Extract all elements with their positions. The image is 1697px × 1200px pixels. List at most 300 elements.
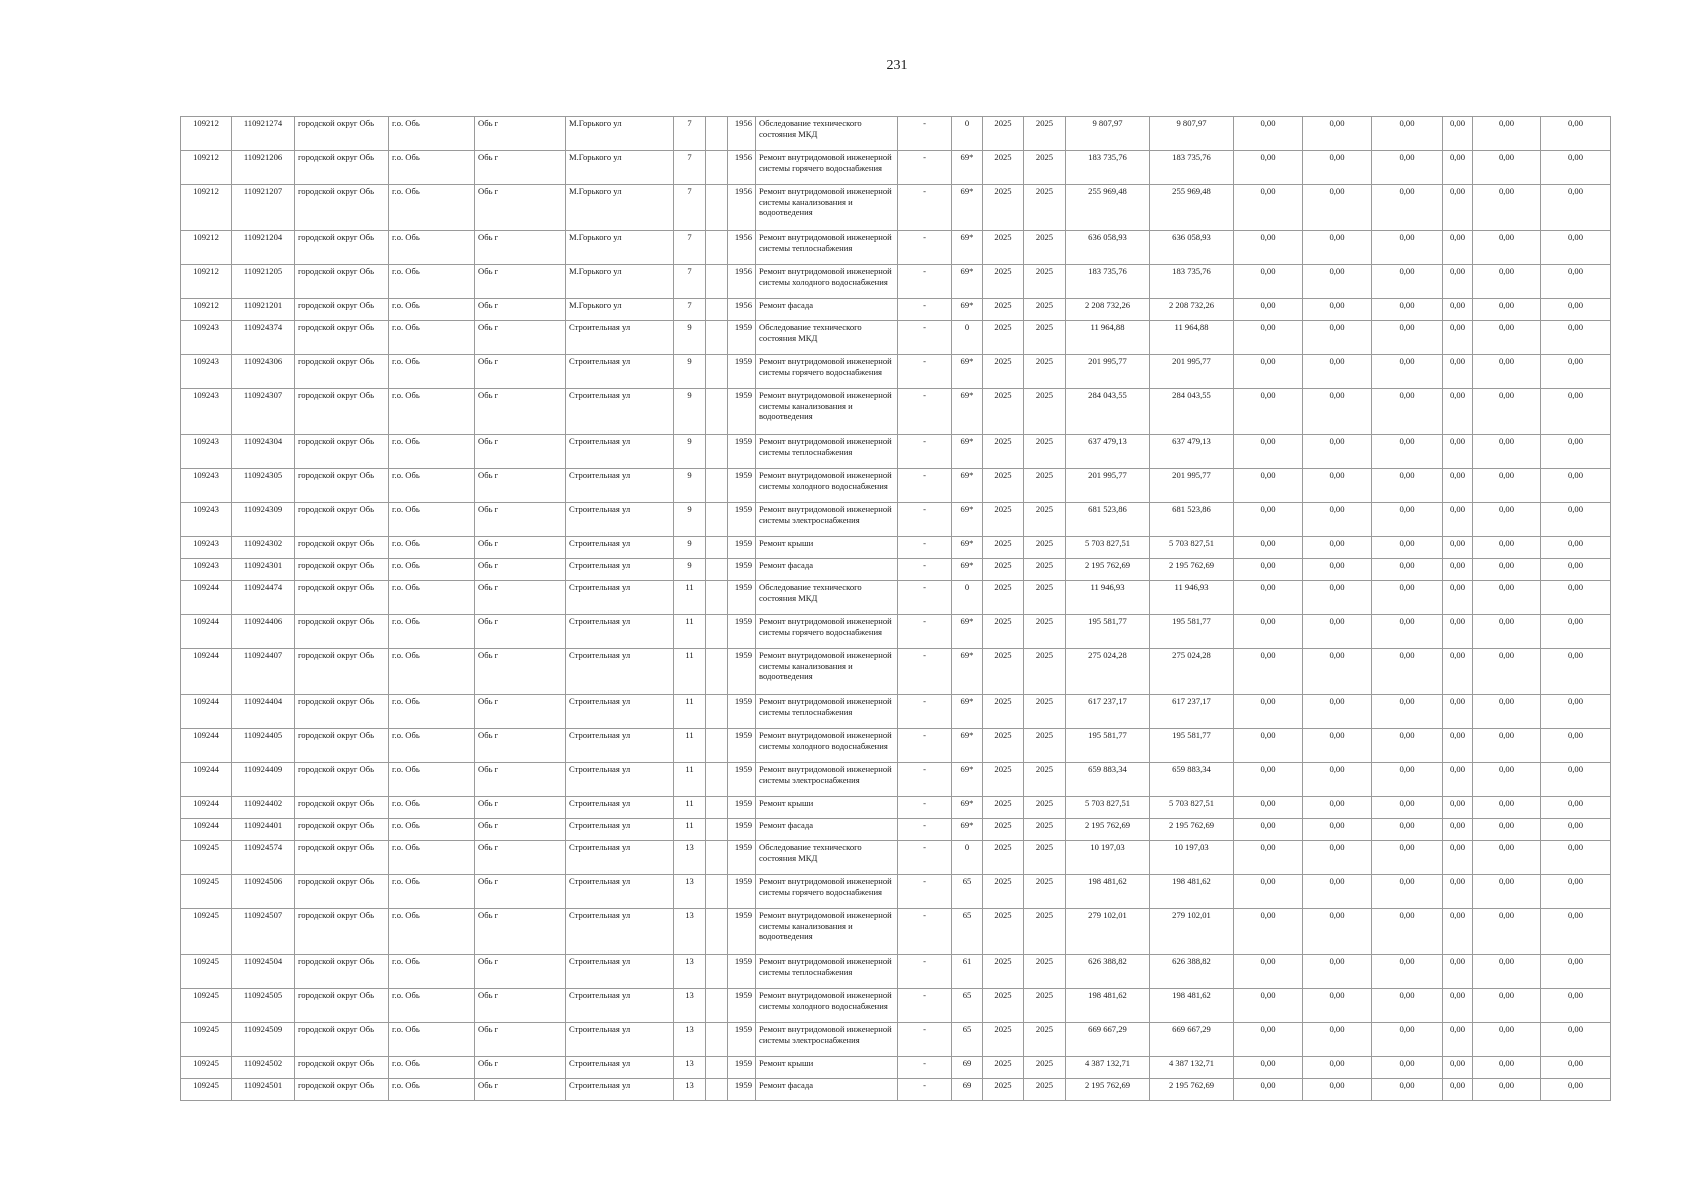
cell-district: городской округ Обь <box>295 729 389 763</box>
cell-value-6: 0,00 <box>1541 1079 1611 1101</box>
cell-work-type: Ремонт внутридомовой инженерной системы теплоснабжения <box>756 435 898 469</box>
cell-city: Обь г <box>475 875 566 909</box>
cell-house-number: 9 <box>674 389 706 435</box>
cell-value-2: 0,00 <box>1303 649 1372 695</box>
cell-end-year: 2025 <box>1024 615 1066 649</box>
cell-city: Обь г <box>475 581 566 615</box>
cell-year-built: 1959 <box>728 955 756 989</box>
cell-year-built: 1959 <box>728 819 756 841</box>
cell-street: Строительная ул <box>566 435 674 469</box>
table-row <box>181 615 1611 649</box>
cell-street: Строительная ул <box>566 615 674 649</box>
cell-building <box>706 841 728 875</box>
cell-dash: - <box>898 231 952 265</box>
cell-end-year: 2025 <box>1024 649 1066 695</box>
cell-settlement: г.о. Обь <box>389 503 475 537</box>
cell-start-year: 2025 <box>983 435 1024 469</box>
cell-house-number: 13 <box>674 875 706 909</box>
cell-wear: 69 <box>952 1079 983 1101</box>
cell-start-year: 2025 <box>983 231 1024 265</box>
cell-work-type: Ремонт внутридомовой инженерной системы холодного водоснабжения <box>756 729 898 763</box>
cell-district: городской округ Обь <box>295 909 389 955</box>
cell-wear: 65 <box>952 909 983 955</box>
cell-street: Строительная ул <box>566 389 674 435</box>
cell-house-id: 109245 <box>181 841 232 875</box>
cell-cost-fund: 5 703 827,51 <box>1150 537 1234 559</box>
cell-house-id: 109212 <box>181 185 232 231</box>
cell-value-1: 0,00 <box>1234 1079 1303 1101</box>
cell-dash: - <box>898 955 952 989</box>
cell-value-3: 0,00 <box>1372 581 1443 615</box>
cell-value-1: 0,00 <box>1234 435 1303 469</box>
cell-city: Обь г <box>475 841 566 875</box>
cell-work-code: 110924474 <box>232 581 295 615</box>
cell-house-number: 7 <box>674 185 706 231</box>
cell-street: Строительная ул <box>566 559 674 581</box>
cell-district: городской округ Обь <box>295 321 389 355</box>
cell-start-year: 2025 <box>983 1079 1024 1101</box>
cell-street: Строительная ул <box>566 1023 674 1057</box>
cell-wear: 69* <box>952 819 983 841</box>
cell-value-1: 0,00 <box>1234 151 1303 185</box>
cell-city: Обь г <box>475 321 566 355</box>
cell-value-3: 0,00 <box>1372 1079 1443 1101</box>
cell-district: городской округ Обь <box>295 797 389 819</box>
cell-work-type: Ремонт внутридомовой инженерной системы электроснабжения <box>756 763 898 797</box>
cell-house-id: 109212 <box>181 299 232 321</box>
cell-start-year: 2025 <box>983 299 1024 321</box>
cell-value-1: 0,00 <box>1234 185 1303 231</box>
cell-value-4: 0,00 <box>1443 615 1473 649</box>
cell-wear: 69* <box>952 389 983 435</box>
cell-work-code: 110924507 <box>232 909 295 955</box>
cell-value-6: 0,00 <box>1541 1057 1611 1079</box>
cell-district: городской округ Обь <box>295 559 389 581</box>
cell-building <box>706 185 728 231</box>
cell-value-4: 0,00 <box>1443 955 1473 989</box>
cell-district: городской округ Обь <box>295 185 389 231</box>
cell-cost-fund: 2 208 732,26 <box>1150 299 1234 321</box>
cell-end-year: 2025 <box>1024 841 1066 875</box>
cell-house-id: 109244 <box>181 615 232 649</box>
cell-total-cost: 10 197,03 <box>1066 841 1150 875</box>
cell-value-4: 0,00 <box>1443 989 1473 1023</box>
cell-work-code: 110924306 <box>232 355 295 389</box>
cell-cost-fund: 201 995,77 <box>1150 355 1234 389</box>
cell-value-6: 0,00 <box>1541 797 1611 819</box>
cell-wear: 0 <box>952 321 983 355</box>
cell-start-year: 2025 <box>983 355 1024 389</box>
cell-value-2: 0,00 <box>1303 581 1372 615</box>
cell-city: Обь г <box>475 185 566 231</box>
cell-value-5: 0,00 <box>1473 185 1541 231</box>
cell-settlement: г.о. Обь <box>389 265 475 299</box>
table-row <box>181 875 1611 909</box>
cell-district: городской округ Обь <box>295 299 389 321</box>
table-row <box>181 955 1611 989</box>
cell-house-id: 109244 <box>181 763 232 797</box>
cell-city: Обь г <box>475 909 566 955</box>
cell-house-number: 11 <box>674 649 706 695</box>
cell-value-4: 0,00 <box>1443 695 1473 729</box>
cell-cost-fund: 2 195 762,69 <box>1150 819 1234 841</box>
cell-value-5: 0,00 <box>1473 537 1541 559</box>
cell-dash: - <box>898 819 952 841</box>
cell-house-id: 109244 <box>181 695 232 729</box>
cell-value-4: 0,00 <box>1443 299 1473 321</box>
cell-dash: - <box>898 649 952 695</box>
cell-end-year: 2025 <box>1024 989 1066 1023</box>
cell-value-3: 0,00 <box>1372 299 1443 321</box>
cell-value-3: 0,00 <box>1372 503 1443 537</box>
cell-start-year: 2025 <box>983 117 1024 151</box>
cell-cost-fund: 275 024,28 <box>1150 649 1234 695</box>
cell-house-number: 11 <box>674 615 706 649</box>
cell-building <box>706 503 728 537</box>
cell-value-2: 0,00 <box>1303 819 1372 841</box>
cell-value-2: 0,00 <box>1303 435 1372 469</box>
cell-wear: 69* <box>952 559 983 581</box>
cell-value-6: 0,00 <box>1541 955 1611 989</box>
cell-dash: - <box>898 503 952 537</box>
cell-value-5: 0,00 <box>1473 797 1541 819</box>
cell-start-year: 2025 <box>983 729 1024 763</box>
cell-year-built: 1956 <box>728 117 756 151</box>
cell-value-6: 0,00 <box>1541 503 1611 537</box>
cell-house-id: 109243 <box>181 389 232 435</box>
cell-wear: 69* <box>952 435 983 469</box>
cell-wear: 65 <box>952 1023 983 1057</box>
cell-year-built: 1959 <box>728 729 756 763</box>
cell-house-number: 13 <box>674 989 706 1023</box>
cell-city: Обь г <box>475 1079 566 1101</box>
cell-settlement: г.о. Обь <box>389 537 475 559</box>
cell-work-type: Ремонт внутридомовой инженерной системы канализования и водоотведения <box>756 389 898 435</box>
cell-cost-fund: 681 523,86 <box>1150 503 1234 537</box>
cell-value-2: 0,00 <box>1303 265 1372 299</box>
cell-house-id: 109245 <box>181 955 232 989</box>
cell-settlement: г.о. Обь <box>389 299 475 321</box>
cell-building <box>706 763 728 797</box>
cell-total-cost: 626 388,82 <box>1066 955 1150 989</box>
cell-value-6: 0,00 <box>1541 469 1611 503</box>
cell-start-year: 2025 <box>983 875 1024 909</box>
cell-end-year: 2025 <box>1024 151 1066 185</box>
cell-start-year: 2025 <box>983 537 1024 559</box>
cell-building <box>706 909 728 955</box>
cell-value-5: 0,00 <box>1473 503 1541 537</box>
cell-building <box>706 1079 728 1101</box>
cell-value-4: 0,00 <box>1443 559 1473 581</box>
cell-city: Обь г <box>475 537 566 559</box>
cell-end-year: 2025 <box>1024 797 1066 819</box>
cell-value-5: 0,00 <box>1473 763 1541 797</box>
cell-end-year: 2025 <box>1024 117 1066 151</box>
cell-dash: - <box>898 389 952 435</box>
cell-dash: - <box>898 559 952 581</box>
cell-end-year: 2025 <box>1024 389 1066 435</box>
cell-year-built: 1959 <box>728 435 756 469</box>
cell-building <box>706 1057 728 1079</box>
cell-work-type: Ремонт внутридомовой инженерной системы электроснабжения <box>756 503 898 537</box>
cell-value-5: 0,00 <box>1473 649 1541 695</box>
cell-value-1: 0,00 <box>1234 797 1303 819</box>
cell-value-5: 0,00 <box>1473 615 1541 649</box>
cell-building <box>706 581 728 615</box>
cell-end-year: 2025 <box>1024 819 1066 841</box>
cell-year-built: 1959 <box>728 649 756 695</box>
cell-value-5: 0,00 <box>1473 819 1541 841</box>
cell-work-type: Ремонт внутридомовой инженерной системы теплоснабжения <box>756 231 898 265</box>
cell-total-cost: 198 481,62 <box>1066 989 1150 1023</box>
cell-value-2: 0,00 <box>1303 151 1372 185</box>
table-row <box>181 819 1611 841</box>
cell-wear: 69* <box>952 503 983 537</box>
cell-district: городской округ Обь <box>295 581 389 615</box>
cell-value-2: 0,00 <box>1303 321 1372 355</box>
cell-street: Строительная ул <box>566 819 674 841</box>
cell-wear: 69* <box>952 231 983 265</box>
cell-work-code: 110924402 <box>232 797 295 819</box>
cell-value-2: 0,00 <box>1303 1057 1372 1079</box>
cell-building <box>706 875 728 909</box>
cell-value-4: 0,00 <box>1443 875 1473 909</box>
cell-building <box>706 435 728 469</box>
cell-city: Обь г <box>475 435 566 469</box>
cell-building <box>706 117 728 151</box>
cell-value-5: 0,00 <box>1473 299 1541 321</box>
table-row <box>181 389 1611 435</box>
cell-district: городской округ Обь <box>295 841 389 875</box>
cell-value-5: 0,00 <box>1473 321 1541 355</box>
cell-work-type: Обследование технического состояния МКД <box>756 321 898 355</box>
cell-cost-fund: 201 995,77 <box>1150 469 1234 503</box>
cell-wear: 69* <box>952 355 983 389</box>
cell-building <box>706 231 728 265</box>
cell-house-id: 109244 <box>181 729 232 763</box>
cell-district: городской округ Обь <box>295 819 389 841</box>
cell-cost-fund: 669 667,29 <box>1150 1023 1234 1057</box>
cell-value-6: 0,00 <box>1541 389 1611 435</box>
cell-value-4: 0,00 <box>1443 117 1473 151</box>
cell-dash: - <box>898 299 952 321</box>
cell-value-3: 0,00 <box>1372 819 1443 841</box>
cell-year-built: 1959 <box>728 537 756 559</box>
cell-work-code: 110921201 <box>232 299 295 321</box>
cell-house-number: 13 <box>674 955 706 989</box>
cell-house-number: 13 <box>674 1057 706 1079</box>
cell-settlement: г.о. Обь <box>389 151 475 185</box>
cell-work-code: 110924406 <box>232 615 295 649</box>
cell-total-cost: 201 995,77 <box>1066 355 1150 389</box>
cell-wear: 69* <box>952 151 983 185</box>
cell-year-built: 1959 <box>728 1023 756 1057</box>
cell-work-type: Ремонт внутридомовой инженерной системы канализования и водоотведения <box>756 185 898 231</box>
cell-building <box>706 819 728 841</box>
table-row <box>181 909 1611 955</box>
cell-wear: 69* <box>952 797 983 819</box>
cell-work-code: 110924304 <box>232 435 295 469</box>
cell-start-year: 2025 <box>983 581 1024 615</box>
cell-value-4: 0,00 <box>1443 265 1473 299</box>
cell-cost-fund: 195 581,77 <box>1150 615 1234 649</box>
cell-settlement: г.о. Обь <box>389 763 475 797</box>
cell-settlement: г.о. Обь <box>389 1023 475 1057</box>
table-row <box>181 559 1611 581</box>
cell-value-3: 0,00 <box>1372 559 1443 581</box>
cell-value-5: 0,00 <box>1473 559 1541 581</box>
cell-city: Обь г <box>475 559 566 581</box>
cell-street: М.Горького ул <box>566 185 674 231</box>
cell-house-number: 9 <box>674 469 706 503</box>
cell-street: Строительная ул <box>566 469 674 503</box>
cell-value-6: 0,00 <box>1541 185 1611 231</box>
cell-total-cost: 195 581,77 <box>1066 615 1150 649</box>
cell-cost-fund: 9 807,97 <box>1150 117 1234 151</box>
cell-work-code: 110924309 <box>232 503 295 537</box>
cell-house-number: 13 <box>674 1023 706 1057</box>
cell-city: Обь г <box>475 265 566 299</box>
table-row <box>181 117 1611 151</box>
cell-building <box>706 321 728 355</box>
cell-end-year: 2025 <box>1024 729 1066 763</box>
cell-cost-fund: 11 946,93 <box>1150 581 1234 615</box>
cell-building <box>706 537 728 559</box>
cell-end-year: 2025 <box>1024 763 1066 797</box>
cell-value-6: 0,00 <box>1541 763 1611 797</box>
cell-value-4: 0,00 <box>1443 1057 1473 1079</box>
cell-end-year: 2025 <box>1024 231 1066 265</box>
cell-settlement: г.о. Обь <box>389 819 475 841</box>
cell-work-code: 110924504 <box>232 955 295 989</box>
capital-repair-table <box>180 116 1611 1101</box>
cell-value-6: 0,00 <box>1541 841 1611 875</box>
cell-house-id: 109244 <box>181 819 232 841</box>
cell-wear: 65 <box>952 875 983 909</box>
cell-value-4: 0,00 <box>1443 321 1473 355</box>
cell-total-cost: 5 703 827,51 <box>1066 537 1150 559</box>
cell-district: городской округ Обь <box>295 435 389 469</box>
cell-value-1: 0,00 <box>1234 615 1303 649</box>
cell-start-year: 2025 <box>983 503 1024 537</box>
cell-value-1: 0,00 <box>1234 321 1303 355</box>
cell-value-1: 0,00 <box>1234 537 1303 559</box>
cell-work-code: 110924405 <box>232 729 295 763</box>
cell-dash: - <box>898 185 952 231</box>
cell-start-year: 2025 <box>983 841 1024 875</box>
table-row <box>181 1079 1611 1101</box>
cell-value-2: 0,00 <box>1303 503 1372 537</box>
cell-value-3: 0,00 <box>1372 389 1443 435</box>
cell-building <box>706 469 728 503</box>
cell-dash: - <box>898 875 952 909</box>
cell-value-2: 0,00 <box>1303 559 1372 581</box>
cell-house-number: 13 <box>674 909 706 955</box>
cell-city: Обь г <box>475 231 566 265</box>
cell-end-year: 2025 <box>1024 435 1066 469</box>
cell-work-type: Ремонт внутридомовой инженерной системы теплоснабжения <box>756 695 898 729</box>
cell-value-3: 0,00 <box>1372 875 1443 909</box>
cell-settlement: г.о. Обь <box>389 469 475 503</box>
cell-value-1: 0,00 <box>1234 695 1303 729</box>
cell-value-6: 0,00 <box>1541 729 1611 763</box>
cell-street: М.Горького ул <box>566 231 674 265</box>
cell-total-cost: 669 667,29 <box>1066 1023 1150 1057</box>
cell-city: Обь г <box>475 615 566 649</box>
cell-wear: 65 <box>952 989 983 1023</box>
cell-house-id: 109245 <box>181 989 232 1023</box>
cell-total-cost: 183 735,76 <box>1066 151 1150 185</box>
cell-dash: - <box>898 1023 952 1057</box>
cell-total-cost: 2 195 762,69 <box>1066 819 1150 841</box>
cell-district: городской округ Обь <box>295 503 389 537</box>
cell-house-number: 11 <box>674 581 706 615</box>
cell-value-6: 0,00 <box>1541 1023 1611 1057</box>
cell-district: городской округ Обь <box>295 355 389 389</box>
cell-work-type: Ремонт внутридомовой инженерной системы теплоснабжения <box>756 955 898 989</box>
cell-district: городской округ Обь <box>295 389 389 435</box>
cell-value-5: 0,00 <box>1473 989 1541 1023</box>
cell-year-built: 1959 <box>728 355 756 389</box>
table-body <box>181 117 1611 1101</box>
cell-value-3: 0,00 <box>1372 955 1443 989</box>
cell-dash: - <box>898 355 952 389</box>
cell-value-3: 0,00 <box>1372 537 1443 559</box>
cell-end-year: 2025 <box>1024 299 1066 321</box>
cell-value-6: 0,00 <box>1541 989 1611 1023</box>
table-row <box>181 763 1611 797</box>
cell-work-type: Ремонт внутридомовой инженерной системы электроснабжения <box>756 1023 898 1057</box>
cell-value-4: 0,00 <box>1443 231 1473 265</box>
cell-value-6: 0,00 <box>1541 231 1611 265</box>
cell-value-6: 0,00 <box>1541 559 1611 581</box>
cell-total-cost: 636 058,93 <box>1066 231 1150 265</box>
cell-cost-fund: 617 237,17 <box>1150 695 1234 729</box>
cell-cost-fund: 10 197,03 <box>1150 841 1234 875</box>
cell-value-3: 0,00 <box>1372 1057 1443 1079</box>
table-row <box>181 503 1611 537</box>
cell-value-4: 0,00 <box>1443 151 1473 185</box>
cell-year-built: 1959 <box>728 469 756 503</box>
cell-wear: 69* <box>952 729 983 763</box>
cell-wear: 69* <box>952 299 983 321</box>
cell-value-1: 0,00 <box>1234 841 1303 875</box>
cell-house-id: 109244 <box>181 581 232 615</box>
cell-value-2: 0,00 <box>1303 231 1372 265</box>
cell-settlement: г.о. Обь <box>389 355 475 389</box>
cell-district: городской округ Обь <box>295 875 389 909</box>
cell-district: городской округ Обь <box>295 763 389 797</box>
cell-house-id: 109212 <box>181 265 232 299</box>
cell-year-built: 1956 <box>728 151 756 185</box>
cell-value-5: 0,00 <box>1473 581 1541 615</box>
cell-value-3: 0,00 <box>1372 185 1443 231</box>
cell-year-built: 1956 <box>728 231 756 265</box>
table-row <box>181 231 1611 265</box>
cell-value-2: 0,00 <box>1303 469 1372 503</box>
cell-work-type: Ремонт фасада <box>756 299 898 321</box>
cell-total-cost: 2 195 762,69 <box>1066 1079 1150 1101</box>
cell-house-id: 109212 <box>181 231 232 265</box>
table-row <box>181 989 1611 1023</box>
cell-total-cost: 195 581,77 <box>1066 729 1150 763</box>
cell-work-code: 110924374 <box>232 321 295 355</box>
cell-value-4: 0,00 <box>1443 469 1473 503</box>
table-row <box>181 841 1611 875</box>
cell-house-id: 109245 <box>181 1023 232 1057</box>
cell-house-id: 109244 <box>181 649 232 695</box>
cell-value-4: 0,00 <box>1443 841 1473 875</box>
